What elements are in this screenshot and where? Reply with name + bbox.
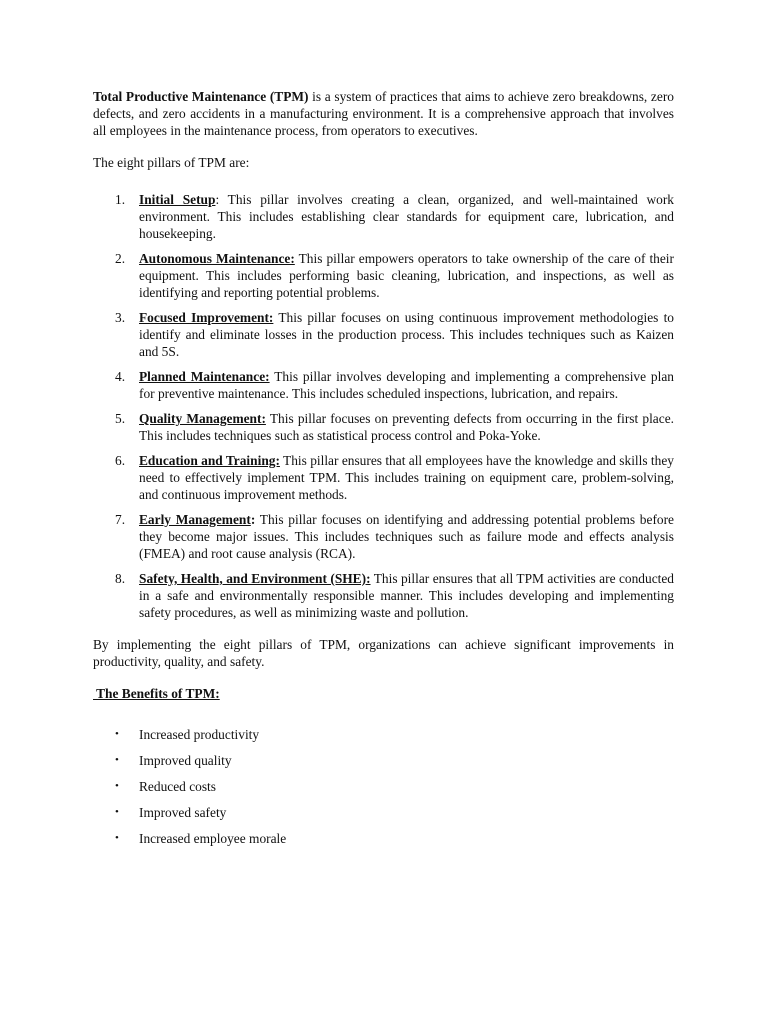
pillar-item bbox=[93, 410, 674, 444]
closing-paragraph: By implementing the eight pillars of TPM, organizations can achieve significant improvements in productivity, quality, and safety. bbox=[93, 637, 674, 669]
pillar-separator: : bbox=[250, 512, 256, 527]
pillar-text: This pillar focuses on identifying and addressing potential problems before they become major issues. This includes techniques such as failure mode and effects analysis (FMEA) and root cause analysis (RCA). bbox=[139, 512, 675, 561]
pillar-text: This pillar focuses on preventing defects from occurring in the first place. This includes techniques such as statistical process control and Poka-Yoke. bbox=[139, 411, 674, 443]
benefits-list bbox=[93, 726, 674, 847]
pillar-title: Autonomous Maintenance: bbox=[139, 251, 295, 266]
benefit-text: Reduced costs bbox=[139, 779, 216, 794]
benefits-heading: The Benefits of TPM: bbox=[93, 686, 220, 701]
pillar-title: Education and Training: bbox=[139, 453, 280, 468]
pillars-lead-text: The eight pillars of TPM are: bbox=[93, 155, 250, 170]
benefit-item bbox=[93, 752, 674, 769]
intro-text: is a system of practices that aims to achieve zero breakdowns, zero defects, and zero accidents in a manufacturing environment. It is a comprehensive approach that involves all employees in the maintenance process, from operators to executives. bbox=[93, 89, 674, 138]
pillar-number: 1. bbox=[115, 192, 126, 207]
benefit-text: Increased employee morale bbox=[139, 831, 287, 846]
pillars-list bbox=[93, 191, 674, 621]
document-page bbox=[93, 88, 674, 856]
benefit-item bbox=[93, 804, 674, 821]
benefit-text: Improved safety bbox=[139, 805, 227, 820]
pillar-number: 6. bbox=[115, 453, 126, 468]
pillar-number: 8. bbox=[115, 571, 126, 586]
pillar-item bbox=[93, 570, 674, 621]
pillar-number: 3. bbox=[115, 310, 126, 325]
pillar-item bbox=[93, 309, 674, 360]
pillar-item bbox=[93, 368, 674, 402]
intro-term: Total Productive Maintenance (TPM) bbox=[93, 89, 309, 104]
pillar-text: This pillar ensures that all TPM activities are conducted in a safe and environmentally responsible manner. This includes developing and implementing safety procedures, as well as minimizing waste and pollution. bbox=[139, 571, 674, 620]
intro-paragraph bbox=[93, 88, 674, 139]
bullet-icon: • bbox=[115, 728, 119, 740]
benefit-item bbox=[93, 778, 674, 795]
bullet-icon: • bbox=[115, 754, 119, 766]
pillar-number: 7. bbox=[115, 512, 126, 527]
benefit-item bbox=[93, 726, 674, 743]
pillar-number: 4. bbox=[115, 369, 126, 384]
pillar-item bbox=[93, 452, 674, 503]
pillar-text: This pillar focuses on using continuous improvement methodologies to identify and eliminate losses in the production process. This includes techniques such as Kaizen and 5S. bbox=[139, 310, 675, 359]
pillar-item bbox=[93, 250, 674, 301]
pillar-title: Quality Management: bbox=[139, 411, 266, 426]
pillar-item bbox=[93, 191, 674, 242]
bullet-icon: • bbox=[115, 832, 119, 844]
pillar-title: Focused Improvement: bbox=[139, 310, 274, 325]
pillar-title: Safety, Health, and Environment (SHE): bbox=[139, 571, 371, 586]
pillar-number: 2. bbox=[115, 251, 126, 266]
bullet-icon: • bbox=[115, 780, 119, 792]
pillar-text: This pillar empowers operators to take ownership of the care of their equipment. This includes performing basic cleaning, lubrication, and inspections, as well as identifying and reporting potential problems. bbox=[139, 251, 674, 300]
pillar-title: Early Management bbox=[139, 512, 251, 527]
benefit-text: Improved quality bbox=[139, 753, 232, 768]
pillar-item bbox=[93, 511, 674, 562]
pillar-text: This pillar ensures that all employees have the knowledge and skills they need to effectively implement TPM. This includes training on equipment care, problem-solving, and continuous improvement methods. bbox=[139, 453, 674, 502]
pillar-separator: : bbox=[215, 192, 220, 207]
pillar-title: Initial Setup bbox=[139, 192, 216, 207]
pillar-text: This pillar involves developing and implementing a comprehensive plan for preventive maintenance. This includes scheduled inspections, lubrication, and repairs. bbox=[139, 369, 674, 401]
bullet-icon: • bbox=[115, 806, 119, 818]
benefit-item bbox=[93, 830, 674, 847]
pillar-text: This pillar involves creating a clean, organized, and well-maintained work environment. This includes establishing clear standards for equipment care, lubrication, and housekeeping. bbox=[139, 192, 675, 241]
pillar-title: Planned Maintenance: bbox=[139, 369, 270, 384]
benefit-text: Increased productivity bbox=[139, 727, 260, 742]
pillar-number: 5. bbox=[115, 411, 126, 426]
